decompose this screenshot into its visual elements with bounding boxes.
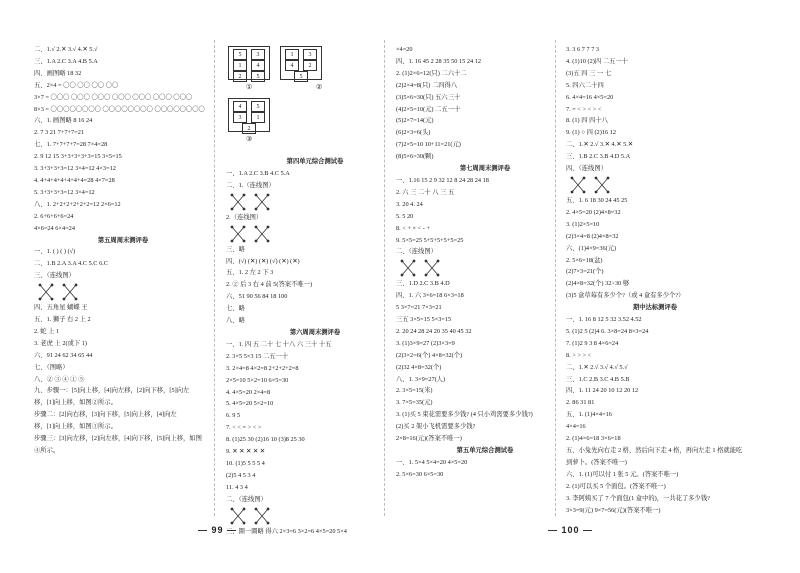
answer-line: 八、1. 3×9=27(人) <box>396 375 446 383</box>
answer-line: 三、1.C 2.B 3.C 4.B 5.B <box>566 375 630 383</box>
answer-line: 3. 2×4=8 4×2=8 2+2+2+2=8 <box>226 364 299 372</box>
number-tile: 1 <box>233 60 247 71</box>
answer-line: ④所示。 <box>34 447 60 454</box>
answer-line: 2. 7 3 21 7+7+7=21 <box>34 129 85 137</box>
answer-line: (2)3×4=8 (2)4×8=32 <box>566 232 619 240</box>
figure-label-3: ③ <box>246 135 253 143</box>
section-heading: 第四单元综合测试卷 <box>286 158 344 165</box>
answer-line: 2. (1)4×6=18 3×6=18 <box>566 435 621 443</box>
answer-line: 三、略 <box>226 245 245 253</box>
answer-line: 2. 六 三 二十 八 三 五 <box>396 188 455 196</box>
answer-line: 2. 4×5=20 (2)4×8=32 <box>566 208 621 216</box>
answer-line: 3×3=9(元) 9×7=56(元)(答案不唯一) <box>566 506 661 514</box>
answer-line: (2)5 4 5 3 4 <box>226 471 256 479</box>
answer-line: 二、1.✕ 2.√ 3.√ 4.√ 5.√ <box>566 363 628 371</box>
answer-line: 五、2×4 = 〇〇 〇〇 〇〇 〇〇 <box>34 81 119 89</box>
answer-line: 5. 3+3+3+3=12 3×4=12 <box>34 188 95 196</box>
number-tile: 5 <box>251 71 265 82</box>
answer-line: 7. (1)2 9 3 8 4×6=24 <box>566 339 619 347</box>
number-tile: 3 <box>303 49 317 60</box>
section-heading: 期中达标测评卷 <box>632 304 678 312</box>
answer-line: 一、1. ( ) ( ) (√) <box>34 248 76 256</box>
number-tile: 4 <box>251 60 265 71</box>
answer-line: (5)2×7=14(元) <box>396 117 434 125</box>
answer-line: 三、1.D 2.C 3.B 4.D <box>396 280 450 288</box>
answer-line: 4. 4+4+4+4+4+4+4=28 4×7=28 <box>34 176 115 184</box>
answer-line: 5. (1)2 5 (2)4 6. 3×8=24 8×3=24 <box>566 327 649 335</box>
answer-line: (8)5×6=30(颗) <box>396 153 434 161</box>
answer-line: 5 3×7=21 7×3=21 <box>396 304 442 312</box>
answer-line: 步骤三：[3]向左移，[2]向左移，[4]向下移，[5]向上移，如图 <box>34 435 202 443</box>
answer-line: 二、1.B 2.A 3.A 4.C 5.C 6.C <box>34 260 109 268</box>
answer-line: 5. 四六二十四 <box>566 81 604 89</box>
number-tile: 2 <box>303 60 317 71</box>
answer-line: 八、② ③ ④ ① ⑤ <box>34 375 85 383</box>
answer-line: 八、1. 2+2+2+2+2+2=12 2×6=12 <box>34 200 121 208</box>
answer-line: 3. 7×5=35(元) <box>396 399 433 407</box>
answer-line: 三五 3×5=15 5×3=15 <box>396 316 452 324</box>
answer-line: 二、（连线图） <box>396 248 437 256</box>
answer-line: 8×3 = 〇〇〇〇〇〇〇〇 〇〇〇〇〇〇〇〇 〇〇〇〇〇〇〇〇 <box>34 105 205 113</box>
answer-line: 一、1. 16 8 12 5 32 3.52 4.52 <box>566 316 642 324</box>
answer-line: (2)2×4=8(只) 二四得八 <box>396 81 458 89</box>
answer-line: 三、（连线图） <box>34 272 75 280</box>
section-heading: 第七周周末测评卷 <box>459 165 511 173</box>
answer-line: 9. ✕ ✕ ✕ ✕ ✕ <box>226 448 265 456</box>
answer-line: 3. (1)3×9=27 (2)3×3=9 <box>396 339 455 347</box>
answer-line: 6. 4×4=16 4×5=20 <box>566 93 614 101</box>
answer-line: 2. ② 后 3 右 4 前 5(答案不唯一) <box>226 281 313 289</box>
answer-line: 一、1. 四 五 二十 七 十八 六 三十 十五 <box>226 340 332 348</box>
answer-line: 8. (1) 四 四十八 <box>566 117 608 125</box>
answer-line: (6)2×3=6(头) <box>396 129 431 137</box>
answer-line: (2)4×8=32(个) 32>30 够 <box>566 280 630 288</box>
answer-line: 2. 3×5 5×3 15 二五一十 <box>226 352 289 360</box>
answer-line: 四、五角星 蝴蝶 王 <box>34 304 88 312</box>
answer-line: 五、1. 6 18 30 24 45 25 <box>566 196 628 204</box>
figure-label-1: ① <box>246 83 253 91</box>
answer-line: 九、步骤一：[5]向上移，[4]向左移，[2]向下移，[5]向左 <box>34 387 190 395</box>
answer-line: 2. 9 12 15 3+3+3+3+3=15 3×5=15 <box>34 153 122 161</box>
answer-line: (3)五 四 三 一 七 <box>566 69 612 77</box>
column-1 <box>34 44 212 514</box>
number-tile: 4 <box>285 60 299 71</box>
answer-line: 三、1.B 2.C 3.B 4.D 5.A <box>566 153 631 161</box>
answer-line: ×4=20 <box>396 46 413 53</box>
matching-lines-diagram <box>226 193 278 211</box>
answer-line: 二、（连线图） <box>226 495 267 503</box>
answer-line: 四、1. 16 45 2 28 35 50 15 24 12 <box>396 57 482 65</box>
answer-line: 4. (1)10 (2)四 二五一十 <box>566 57 628 65</box>
answer-line: 2. 3×5=15(米) <box>396 387 433 395</box>
answer-line: 2. 5×6=30 6×5=30 <box>396 470 444 478</box>
answer-line: 7. < < = > < > <box>226 424 262 432</box>
section-heading: 第五周周末测评卷 <box>97 236 149 244</box>
column-divider <box>214 40 215 516</box>
answer-line: 2. (1)可以买 5 个面包。(答案不唯一) <box>566 482 666 490</box>
answer-line: 六、51 90 56 84 18 100 <box>226 293 288 301</box>
matching-lines-diagram <box>226 507 278 525</box>
column-3 <box>396 44 574 514</box>
answer-line: 8. < + × < - + <box>396 224 431 232</box>
answer-line: 六、91 24 62 34 65 44 <box>34 351 93 359</box>
number-tile: 2 <box>242 123 256 134</box>
answer-line: 四、1. 六 3×6=18 6×3=18 <box>396 292 464 300</box>
answer-line: 2.（连线图） <box>226 213 263 221</box>
answer-line: 5. 4×5=20 5×2=10 <box>226 400 274 408</box>
answer-line: 七、（图略） <box>34 363 69 371</box>
answer-line: 2. 86 31 81 <box>566 399 595 407</box>
answer-line: (2)7×3=21(个) <box>566 268 604 276</box>
answer-line: 3. 老虎 上 2(或下 1) <box>34 339 87 347</box>
answer-line: (7)2×5=10 10+11=21(元) <box>396 141 461 149</box>
answer-line: 四、画图略 18 32 <box>34 69 82 77</box>
column-2 <box>226 44 404 535</box>
answer-line: 3. 李阿姨买了 7 个面包(1 盒中的)，一共花了多少钱? <box>566 494 710 502</box>
answer-line: 移，[1]向上移，如图②所示。 <box>34 399 117 407</box>
matching-lines-diagram <box>566 176 618 194</box>
answer-line: 二、1.（连线图） <box>226 181 275 189</box>
answer-line: 2×5=10 5×2=10 6×5=30 <box>226 376 289 384</box>
answer-line: 9. (1) ○ 四 (2)16 12 <box>566 129 616 137</box>
answer-line: 6. 9 5 <box>226 412 241 420</box>
answer-line: (3)5×6=30(只) 五六三十 <box>396 93 461 101</box>
answer-line: (2)32 4×8=32(个) <box>396 363 442 371</box>
tile-figure-2 <box>280 46 322 80</box>
page-number-left: — 99 — <box>198 525 238 535</box>
number-tile: 5 <box>294 71 308 82</box>
answer-line: 一、1. 5×4 5×4=20 4×5=20 <box>396 458 468 466</box>
column-divider <box>555 40 556 516</box>
answer-line: 3. (1)2×5=10 <box>566 220 600 228</box>
answer-line: 四、（连线图） <box>566 165 607 173</box>
answer-line: 3. 20 4. 24 <box>396 200 423 208</box>
answer-line: 二、1.✕ 2.√ 3.✕ 4.✕ 5.✕ <box>566 141 634 149</box>
answer-line: 4×4=16 <box>566 423 586 431</box>
answer-line: 11. 4 3 4 <box>226 483 248 491</box>
page-divider <box>384 40 385 516</box>
answer-line: 2×8=16(元)(答案不唯一) <box>396 435 462 443</box>
answer-line: 六、1. 画图略 8 16 24 <box>34 117 93 125</box>
tile-figure-1 <box>228 46 270 80</box>
answer-line: 五、小兔先向右走 2 格，然后向下走 4 格，再向左走 1 格就能吃 <box>566 447 743 454</box>
answer-line: 3. 3+3+3+3=12 3×4=12 4×3=12 <box>34 165 116 173</box>
answer-line: 9. 5×5=25 5+5+5+5+5=25 <box>396 236 464 244</box>
answer-line: 六、1. (1)可以付 1 张 5 元。(答案不唯一) <box>566 470 679 478</box>
answer-line: 8. > > > < <box>566 351 592 359</box>
answer-line: 五、1. 2 左 2 下 3 <box>226 269 274 277</box>
answer-line: 一、1.A 2.C 3.B 4.C 5.A <box>226 169 290 177</box>
answer-line: 2. 蛇 上 1 <box>34 327 60 335</box>
answer-line: 五、1. 狮子 右 2 上 2 <box>34 316 91 324</box>
answer-line: 8. (1)25 30 (2)16 10 (3)8 25 30 <box>226 436 305 444</box>
number-tile: 5 <box>233 49 247 60</box>
number-tile: 4 <box>233 101 247 112</box>
number-tile: 2 <box>233 71 247 82</box>
answer-line: 一、1.16 15 2 9 32 12 8 24 28 24 18 <box>396 176 489 184</box>
answer-line: 2. 20 24 28 24 20 35 40 45 32 <box>396 327 472 335</box>
answer-line: 四、(√) (✕) (✕) (√) (✕) (✕) <box>226 257 300 265</box>
answer-line: 2. 5×6=18(盆) <box>566 256 603 264</box>
answer-line: 2. (1)2×6=12(只) 二六十二 <box>396 69 467 77</box>
answer-line: 八、略 <box>226 317 245 325</box>
answer-line: 三、1.A 2.C 3.A 4.B 5.A <box>34 57 98 65</box>
answer-line: 4. 4×5=20 2×4=8 <box>226 388 271 396</box>
matching-lines-diagram <box>34 283 86 301</box>
page-number-right: — 100 — <box>548 525 594 535</box>
number-tile: 5 <box>251 101 265 112</box>
answer-line: (2)买 2 架小飞机需要多少钱? <box>396 423 476 431</box>
section-heading: 第六周周末测评卷 <box>289 328 341 336</box>
number-tile: 3 <box>251 49 265 60</box>
answer-line: (4)2×5=10(元) 二五一十 <box>396 105 461 113</box>
answer-line: 步骤二：[2]向右移，[3]向下移，[5]向上移，[4]向左 <box>34 411 177 419</box>
number-tile: 3 <box>233 112 247 123</box>
answer-line: 3. 3 6 7 7 7 3 <box>566 46 600 53</box>
tile-figure-3 <box>228 98 270 132</box>
answer-line: 四、1. 11 24 20 10 12 20 12 <box>566 387 639 395</box>
answer-line: (2)3×2=6(个) 4×8=32(个) <box>396 351 463 359</box>
number-tile: 1 <box>285 49 299 60</box>
answer-line: 移，[1]向上移，如图③所示。 <box>34 423 117 431</box>
answer-line: 7. = < > < > < <box>566 105 602 113</box>
answer-line: 2. 6+6+6+6=24 <box>34 212 74 220</box>
answer-line: 3. (1)买 5 束花需要多少钱? (4 只小鸡需要多少钱?) <box>396 411 533 419</box>
answer-line: 到萝卜。(答案不唯一) <box>566 458 627 466</box>
answer-line: 10. (1)5 5 5 5 4 <box>226 459 265 467</box>
matching-lines-diagram <box>226 225 278 243</box>
answer-line: 七、略 <box>226 305 245 313</box>
answer-line: 4×6=24 6×4=24 <box>34 224 75 232</box>
answer-line: 五、1. (1)4×4=16 <box>566 411 612 419</box>
answer-line: 六、(1)4×9=36(元) <box>566 244 617 252</box>
number-tile: 1 <box>251 112 265 123</box>
matching-lines-diagram <box>396 259 448 277</box>
answer-line: (3)5 盒草莓有多少个?（或 4 盒有多少个?） <box>566 292 685 300</box>
answer-line: 3×7 = 〇〇〇 〇〇〇 〇〇〇 〇〇〇 〇〇〇 〇〇〇 〇〇〇 <box>34 93 193 101</box>
column-4 <box>566 44 744 514</box>
answer-line: 七、1. 7+7+7+7=28 7×4=28 <box>34 141 108 149</box>
answer-line: 二、1.√ 2.✕ 3.√ 4.✕ 5.√ <box>34 46 98 53</box>
figure-label-2: ② <box>316 83 323 91</box>
tile-puzzle-figures <box>226 44 404 156</box>
section-heading: 第五单元综合测试卷 <box>456 447 514 454</box>
answer-line: 5. 5 20 <box>396 212 414 220</box>
answer-line: 三、圈一圈略 得六 2×3=6 3×2=6 4×5=20 5×4 <box>226 527 347 535</box>
